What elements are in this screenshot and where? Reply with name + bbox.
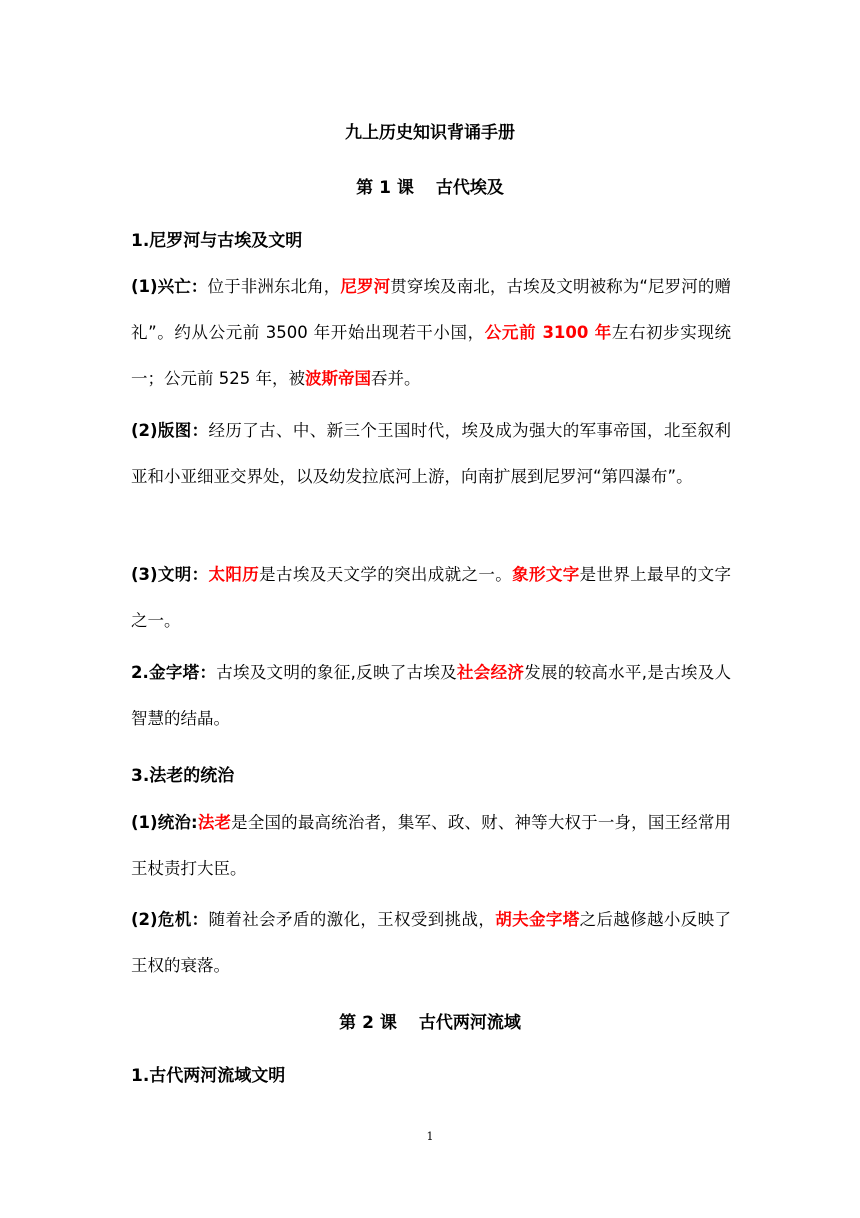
- text-segment: 之后越修越小反映了王权的衰落。: [131, 910, 732, 975]
- highlight-social-economy: 社会经济: [456, 663, 525, 682]
- section-nile-heading: 1.尼罗河与古埃及文明: [131, 231, 303, 251]
- lesson-2-name: 古代两河流域: [418, 1013, 521, 1033]
- text-segment: 是全国的最高统治者，集军、政、财、神等大权于一身，国王经常用王杖责打大臣。: [131, 813, 732, 878]
- text-segment: 贯穿埃及南北，古埃及文明被称为“尼罗河的赠礼”。约从公元前 3500 年开始出现若干小国，: [131, 277, 732, 342]
- label-civilization: (3)文明：: [131, 565, 209, 584]
- highlight-hieroglyphs: 象形文字: [512, 565, 580, 584]
- highlight-solar-calendar: 太阳历: [208, 565, 260, 584]
- lesson-1-heading: [0, 173, 860, 198]
- highlight-nile: 尼罗河: [340, 277, 391, 296]
- text-segment: 是世界上最早的文字之一。: [131, 565, 732, 630]
- lesson-1-number: 第 1 课: [356, 178, 414, 198]
- text-segment: 古埃及文明的象征,反映了古埃及: [216, 663, 457, 682]
- paragraph-civilization: [131, 552, 731, 644]
- text-segment: 随着社会矛盾的激化，王权受到挑战，: [208, 910, 496, 929]
- text-segment: 经历了古、中、新三个王国时代，埃及成为强大的军事帝国，北至叙利亚和小亚细亚交界处，以及幼发拉底河上游，向南扩展到尼罗河“第四瀑布”。: [131, 421, 731, 486]
- label-crisis: (2)危机：: [131, 910, 209, 929]
- section-pharaoh-heading: 3.法老的统治: [131, 766, 235, 786]
- paragraph-rise-fall: [131, 264, 731, 402]
- lesson-1-name: 古代埃及: [435, 178, 504, 198]
- lesson-2-number: 第 2 课: [339, 1013, 397, 1033]
- text-segment: 是古埃及天文学的突出成就之一。: [259, 565, 513, 584]
- text-segment: 吞并。: [370, 369, 421, 388]
- text-segment: 位于非洲东北角，: [207, 277, 341, 296]
- highlight-khufu-pyramid: 胡夫金字塔: [495, 910, 580, 929]
- label-rise-fall: (1)兴亡：: [131, 277, 208, 296]
- paragraph-rule: [131, 800, 731, 892]
- label-pyramid: 2.金字塔：: [131, 663, 217, 682]
- paragraph-crisis: [131, 897, 731, 989]
- text-segment: 左右初步实现统一；公元前 525 年，被: [131, 323, 731, 388]
- highlight-3100bc: 公元前 3100 年: [484, 323, 612, 342]
- text-segment: 发展的较高水平,是古埃及人智慧的结晶。: [131, 663, 732, 728]
- label-rule: (1)统治:: [131, 813, 198, 832]
- label-territory: (2)版图：: [131, 421, 209, 440]
- lesson-2-heading: [0, 1008, 860, 1033]
- highlight-persian-empire: 波斯帝国: [304, 369, 371, 388]
- paragraph-pyramid: [131, 650, 731, 742]
- highlight-pharaoh: 法老: [197, 813, 232, 832]
- paragraph-territory: [131, 408, 731, 500]
- section-mesopotamia-heading: 1.古代两河流域文明: [131, 1066, 286, 1086]
- page-number: 1: [426, 1130, 434, 1143]
- document-title: 九上历史知识背诵手册: [345, 123, 515, 143]
